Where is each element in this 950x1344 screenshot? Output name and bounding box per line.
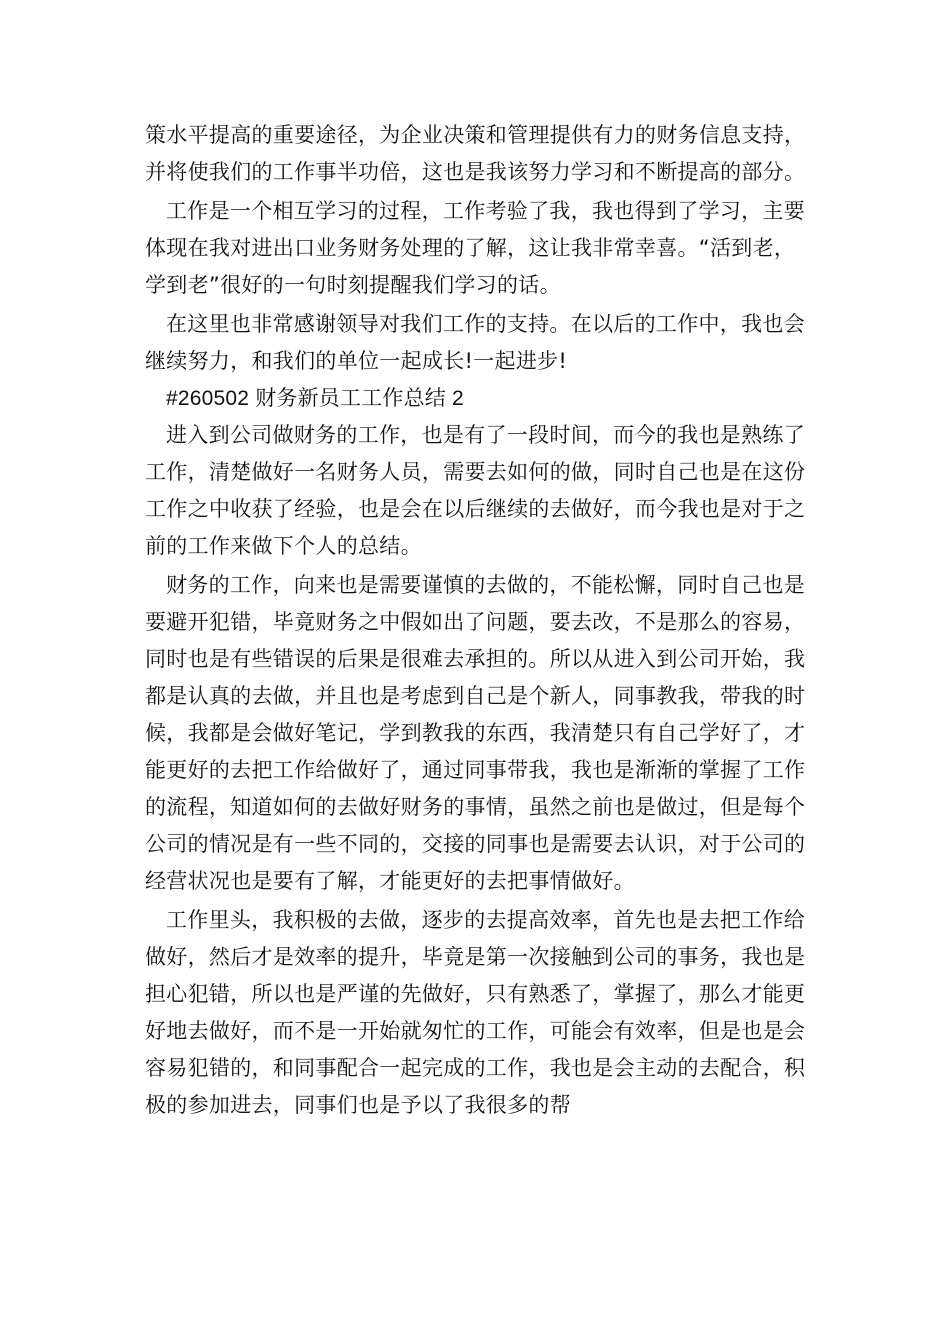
paragraph: 工作是一个相互学习的过程，工作考验了我，我也得到了学习，主要体现在我对进出口业务财务处理的了解，这让我非常幸喜。“活到老，学到老”很好的一句时刻提醒我们学习的话。 [145, 199, 805, 297]
paragraph: 在这里也非常感谢领导对我们工作的支持。在以后的工作中，我也会继续努力，和我们的单位一起成长!一起进步! [145, 312, 805, 373]
paragraph: 进入到公司做财务的工作，也是有了一段时间，而今的我也是熟练了工作，清楚做好一名财务人员，需要去如何的做，同时自己也是在这份工作之中收获了经验，也是会在以后继续的去做好，而今我也是对于之前的工作来做下个人的总结。 [145, 423, 806, 558]
paragraph: 财务的工作，向来也是需要谨慎的去做的，不能松懈，同时自己也是要避开犯错，毕竟财务之中假如出了问题，要去改，不是那么的容易，同时也是有些错误的后果是很难去承担的。所以从进入到公司开始，我都是认真的去做，并且也是考虑到自己是个新人，同事教我，带我的时候，我都是会做好笔记，学到教我的东西，我清楚只有自己学好了，才能更好的去把工作给做好了，通过同事带我，我也是渐渐的掌握了工作的流程，知道如何的去做好财务的事情，虽然之前也是做过，但是每个公司的情况是有一些不同的，交接的同事也是需要去认识，对于公司的经营状况也是要有了解，才能更好的去把事情做好。 [145, 573, 806, 893]
section-heading: #260502 财务新员工工作总结 2 [166, 387, 464, 410]
paragraph: 工作里头，我积极的去做，逐步的去提高效率，首先也是去把工作给做好，然后才是效率的提升，毕竟是第一次接触到公司的事务，我也是担心犯错，所以也是严谨的先做好，只有熟悉了，掌握了，那么才能更好地去做好，而不是一开始就匆忙的工作，可能会有效率，但是也是会容易犯错的，和同事配合一起完成的工作，我也是会主动的去配合，积极的参加进去，同事们也是予以了我很多的帮 [145, 908, 806, 1117]
paragraph: 策水平提高的重要途径，为企业决策和管理提供有力的财务信息支持，并将使我们的工作事半功倍，这也是我该努力学习和不断提高的部分。 [145, 123, 806, 184]
document-body [145, 117, 810, 1124]
